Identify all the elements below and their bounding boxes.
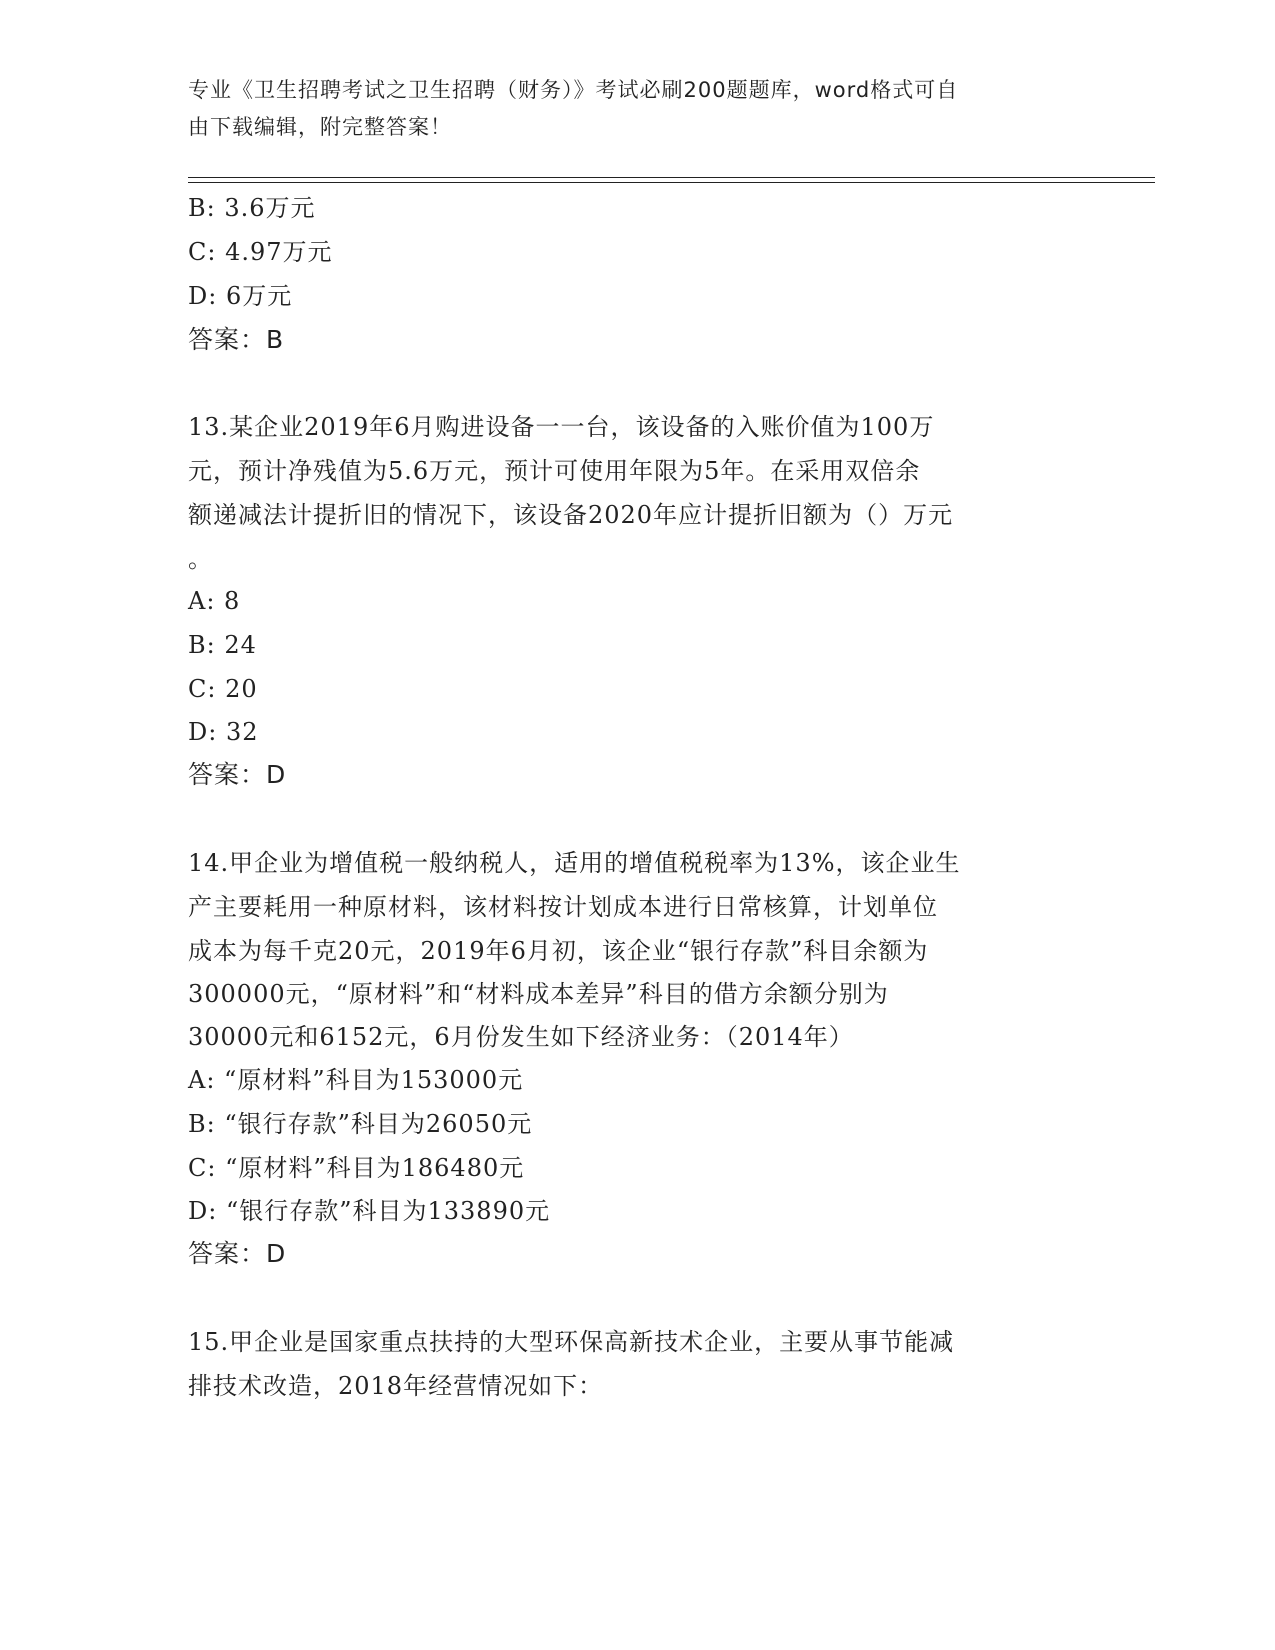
- q13-answer: 答案：D: [188, 760, 287, 789]
- q13-option-a: A: 8: [188, 587, 241, 615]
- header-rule-bottom: [188, 182, 1155, 183]
- q14-option-d: D: “银行存款”科目为133890元: [188, 1197, 551, 1225]
- q14-option-b: B: “银行存款”科目为26050元: [188, 1110, 533, 1138]
- q15-stem-line-2: 排技术改造，2018年经营情况如下：: [188, 1372, 604, 1400]
- q12-option-c: C: 4.97万元: [188, 238, 333, 266]
- q13-stem-line-2: 元，预计净残值为5.6万元，预计可使用年限为5年。在采用双倍余: [188, 457, 921, 485]
- header-line-1: 专业《卫生招聘考试之卫生招聘（财务）》考试必刷200题题库，word格式可自: [188, 78, 959, 102]
- q14-stem-line-2: 产主要耗用一种原材料，该材料按计划成本进行日常核算，计划单位: [188, 893, 938, 921]
- q13-stem-line-4: 。: [188, 545, 213, 573]
- q13-option-c: C: 20: [188, 675, 258, 703]
- q12-option-d: D: 6万元: [188, 282, 293, 310]
- q13-option-b: B: 24: [188, 631, 257, 659]
- q15-stem-line-1: 15.甲企业是国家重点扶持的大型环保高新技术企业，主要从事节能减: [188, 1328, 955, 1356]
- header-rule-top: [188, 177, 1155, 178]
- q14-stem-line-3: 成本为每千克20元，2019年6月初，该企业“银行存款”科目余额为: [188, 937, 929, 965]
- q13-stem-line-1: 13.某企业2019年6月购进设备一一台，该设备的入账价值为100万: [188, 413, 935, 441]
- q12-answer: 答案：B: [188, 325, 285, 354]
- q13-option-d: D: 32: [188, 718, 259, 746]
- q14-answer: 答案：D: [188, 1239, 287, 1268]
- q13-stem-line-3: 额递减法计提折旧的情况下，该设备2020年应计提折旧额为（）万元: [188, 501, 954, 529]
- q14-option-a: A: “原材料”科目为153000元: [188, 1066, 524, 1094]
- document-header: [188, 72, 1068, 146]
- q12-option-b: B: 3.6万元: [188, 194, 316, 222]
- header-line-2: 由下载编辑，附完整答案！: [188, 115, 452, 139]
- q14-stem-line-5: 30000元和6152元，6月份发生如下经济业务：（2014年）: [188, 1023, 854, 1051]
- q14-stem-line-4: 300000元，“原材料”和“材料成本差异”科目的借方余额分别为: [188, 980, 889, 1008]
- q14-option-c: C: “原材料”科目为186480元: [188, 1154, 525, 1182]
- q14-stem-line-1: 14.甲企业为增值税一般纳税人，适用的增值税税率为13%，该企业生: [188, 849, 961, 877]
